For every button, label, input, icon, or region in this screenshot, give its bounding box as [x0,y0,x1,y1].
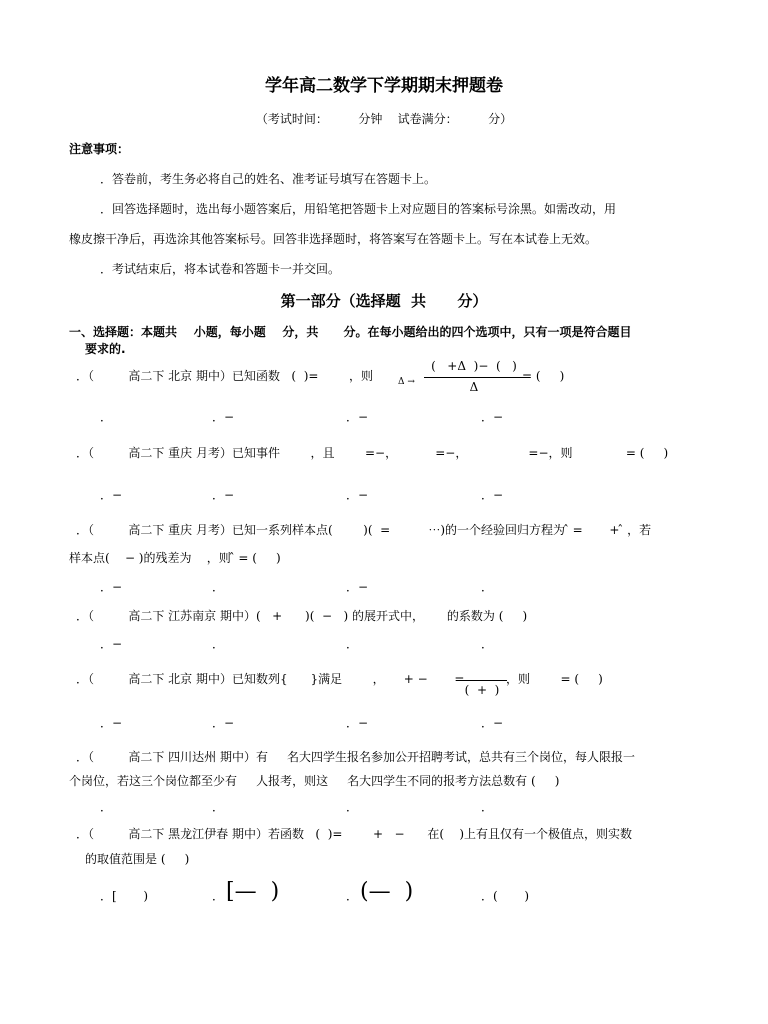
question-3-option-c: ．− [346,580,369,594]
question-5-tail: ，则 = ( ) [506,672,603,686]
notice-heading: 注意事项： [69,142,130,156]
question-5-stem: ．（ 高二下 北京 期中）已知数列{ }满足 ， + − = [76,672,465,686]
question-5-denominator: ( + ) [464,683,500,697]
question-6-option-b: ． [212,800,225,814]
exam-subtitle: （考试时间： 分钟 试卷满分： 分） [255,112,513,126]
question-1-limit: Δ → [398,377,415,387]
question-2-stem: ．（ 高二下 重庆 月考）已知事件 ，且 =−， =−， =−，则 = ( ) [76,446,669,460]
question-4-option-a: ．− [100,637,123,651]
question-5-option-b: ．− [212,716,235,730]
question-6-stem-line-2: 个岗位，若这三个岗位都至少有 人报考，则这 名大四学生不同的报考方法总数有 ( ) [69,774,560,788]
question-6-option-c: ． [346,800,359,814]
question-1-option-a: ． [100,410,113,424]
question-4-option-b: ． [212,637,225,651]
section-instruction-line-1: 一、选择题：本题共 小题，每小题 分，共 分。在每小题给出的四个选项中，只有一项是符合题目 [69,325,632,339]
notice-item-2-line-2: 橡皮擦干净后，再选涂其他答案标号。回答非选择题时，将答案写在答题卡上。写在本试卷上无效。 [69,232,598,246]
question-1-denominator: Δ [469,380,479,394]
question-2-option-c: ．− [346,488,369,502]
question-7-option-c: ． [346,889,359,903]
exam-title: 学年高二数学下学期期末押题卷 [265,76,503,96]
question-1-stem: ．（ 高二下 北京 期中）已知函数 ( )= ，则 [76,369,373,383]
question-3-stem-line-1: ．（ 高二下 重庆 月考）已知一系列样本点( )( = ⋯)的一个经验回归方程为 ̂ = + ̂ ，若 [76,523,652,537]
question-4-stem: ．（ 高二下 江苏南京 期中）( + )( − ) 的展开式中， 的系数为 ( ) [76,609,528,623]
question-1-numerator: ( +Δ )− ( ) [431,359,517,373]
question-2-option-b: ．− [212,488,235,502]
question-7-option-a: ．[ ) [100,889,149,903]
notice-item-1: ．答卷前，考生务必将自己的姓名、准考证号填写在答题卡上。 [100,172,437,186]
question-4-option-d: ． [481,637,494,651]
question-5-option-c: ．− [346,716,369,730]
question-2-option-d: ．− [481,488,504,502]
question-6-option-d: ． [481,800,494,814]
notice-item-2-line-1: ．回答选择题时，选出每小题答案后，用铅笔把答题卡上对应题目的答案标号涂黑。如需改动，用 [100,202,617,216]
question-7-stem-line-1: ．（ 高二下 黑龙江伊春 期中）若函数 ( )= + − 在( )上有且仅有一个极值点，则实数 [76,827,633,841]
notice-item-3: ．考试结束后，将本试卷和答题卡一并交回。 [100,262,341,276]
section-title: 第一部分（选择题 共 分） [280,292,488,310]
question-7-option-b: ． [212,889,225,903]
question-3-option-b: ． [212,580,225,594]
question-1-tail: = ( ) [522,369,565,383]
section-instruction-line-2: 要求的. [85,342,126,356]
question-4-option-c: ． [346,637,359,651]
question-6-option-a: ． [100,800,113,814]
question-3-option-a: ．− [100,580,123,594]
question-5-option-d: ．− [481,716,504,730]
question-1-option-d: ．− [481,410,504,424]
question-3-stem-line-2: 样本点( − )的残差为 ，则 ̂ = ( ) [69,551,281,565]
question-7-option-d: ．( ) [481,889,530,903]
question-5-option-a: ．− [100,716,123,730]
question-6-stem-line-1: ．（ 高二下 四川达州 期中）有 名大四学生报名参加公开招聘考试，总共有三个岗位，每人限报一 [76,750,636,764]
question-3-option-d: ． [481,580,494,594]
question-1-fraction-bar [424,377,524,378]
question-1-option-c: ．− [346,410,369,424]
question-7-option-c-formula: (— ) [360,879,414,904]
question-1-option-b: ．− [212,410,235,424]
question-7-stem-line-2: 的取值范围是 ( ) [85,852,190,866]
question-7-option-b-formula: [— ) [226,879,280,904]
question-2-option-a: ．− [100,488,123,502]
question-5-fraction-bar [457,680,507,681]
